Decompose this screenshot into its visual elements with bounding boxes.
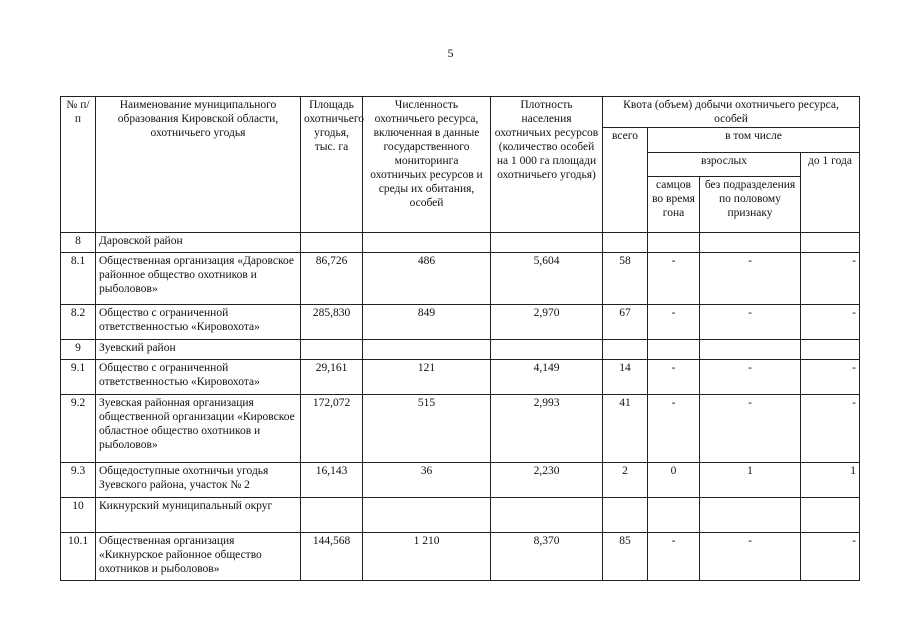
- row-total: 14: [603, 360, 648, 395]
- row-under-one: -: [801, 395, 860, 463]
- empty-cell: [603, 233, 648, 253]
- empty-cell: [491, 498, 603, 533]
- empty-cell: [801, 233, 860, 253]
- row-count: 121: [363, 360, 491, 395]
- row-males-rut: -: [648, 395, 700, 463]
- header-density: Плотность населения охотничьих ресурсов (количество особей на 1 000 га площади охотничьего угодья): [491, 97, 603, 233]
- empty-cell: [491, 233, 603, 253]
- row-under-one: -: [801, 533, 860, 581]
- header-area: Площадь охотничьего угодья, тыс. га: [301, 97, 363, 233]
- empty-cell: [363, 498, 491, 533]
- empty-cell: [648, 340, 700, 360]
- header-num: № п/п: [61, 97, 96, 233]
- row-name: Кикнурский муниципальный округ: [96, 498, 301, 533]
- empty-cell: [801, 498, 860, 533]
- empty-cell: [603, 340, 648, 360]
- row-count: 1 210: [363, 533, 491, 581]
- header-including: в том числе: [648, 128, 860, 153]
- table-row: [61, 463, 860, 498]
- row-no-sex: -: [700, 360, 801, 395]
- row-number: 8: [61, 233, 96, 253]
- district-row: [61, 498, 860, 533]
- row-density: 8,370: [491, 533, 603, 581]
- row-name: Даровской район: [96, 233, 301, 253]
- header-row-1: [61, 97, 860, 128]
- row-name: Зуевская районная организация общественной организации «Кировское областное общество охотников и рыболовов»: [96, 395, 301, 463]
- row-number: 9.2: [61, 395, 96, 463]
- row-number: 10: [61, 498, 96, 533]
- row-males-rut: -: [648, 360, 700, 395]
- header-total: всего: [603, 128, 648, 233]
- header-males-rut: самцов во время гона: [648, 177, 700, 233]
- row-males-rut: 0: [648, 463, 700, 498]
- row-number: 9.1: [61, 360, 96, 395]
- row-number: 8.1: [61, 253, 96, 305]
- row-count: 515: [363, 395, 491, 463]
- table-row: [61, 305, 860, 340]
- header-name: Наименование муниципального образования Кировской области, охотничьего угодья: [96, 97, 301, 233]
- row-no-sex: -: [700, 253, 801, 305]
- row-no-sex: -: [700, 533, 801, 581]
- header-count: Численность охотничьего ресурса, включенная в данные государственного мониторинга охотничьих ресурсов и среды их обитания, особей: [363, 97, 491, 233]
- header-under-one: до 1 года: [801, 153, 860, 233]
- empty-cell: [363, 233, 491, 253]
- row-total: 85: [603, 533, 648, 581]
- row-number: 10.1: [61, 533, 96, 581]
- page-number: 5: [447, 46, 454, 60]
- row-density: 2,993: [491, 395, 603, 463]
- empty-cell: [801, 340, 860, 360]
- row-no-sex: -: [700, 395, 801, 463]
- row-name: Общедоступные охотничьи угодья Зуевского района, участок № 2: [96, 463, 301, 498]
- empty-cell: [648, 498, 700, 533]
- row-count: 486: [363, 253, 491, 305]
- row-total: 41: [603, 395, 648, 463]
- row-density: 5,604: [491, 253, 603, 305]
- district-row: [61, 233, 860, 253]
- empty-cell: [700, 498, 801, 533]
- row-area: 16,143: [301, 463, 363, 498]
- row-males-rut: -: [648, 533, 700, 581]
- empty-cell: [491, 340, 603, 360]
- row-under-one: 1: [801, 463, 860, 498]
- row-area: 144,568: [301, 533, 363, 581]
- row-area: 86,726: [301, 253, 363, 305]
- row-area: 29,161: [301, 360, 363, 395]
- table-row: [61, 360, 860, 395]
- row-name: Общественная организация «Даровское районное общество охотников и рыболовов»: [96, 253, 301, 305]
- district-row: [61, 340, 860, 360]
- empty-cell: [301, 233, 363, 253]
- row-males-rut: -: [648, 253, 700, 305]
- row-total: 67: [603, 305, 648, 340]
- empty-cell: [603, 498, 648, 533]
- table-row: [61, 253, 860, 305]
- empty-cell: [301, 340, 363, 360]
- empty-cell: [301, 498, 363, 533]
- empty-cell: [648, 233, 700, 253]
- table-row: [61, 533, 860, 581]
- hunting-quota-table: [60, 96, 860, 581]
- row-name: Общественная организация «Кикнурское районное общество охотников и рыболовов»: [96, 533, 301, 581]
- header-adults: взрослых: [648, 153, 801, 177]
- row-under-one: -: [801, 360, 860, 395]
- row-count: 849: [363, 305, 491, 340]
- row-under-one: -: [801, 305, 860, 340]
- row-name: Общество с ограниченной ответственностью «Кировохота»: [96, 360, 301, 395]
- row-count: 36: [363, 463, 491, 498]
- row-name: Общество с ограниченной ответственностью «Кировохота»: [96, 305, 301, 340]
- header-quota: Квота (объем) добычи охотничьего ресурса, особей: [603, 97, 860, 128]
- empty-cell: [363, 340, 491, 360]
- table-row: [61, 395, 860, 463]
- row-number: 9: [61, 340, 96, 360]
- row-name: Зуевский район: [96, 340, 301, 360]
- empty-cell: [700, 340, 801, 360]
- row-no-sex: 1: [700, 463, 801, 498]
- row-density: 2,230: [491, 463, 603, 498]
- row-no-sex: -: [700, 305, 801, 340]
- row-total: 2: [603, 463, 648, 498]
- row-area: 172,072: [301, 395, 363, 463]
- row-number: 9.3: [61, 463, 96, 498]
- row-under-one: -: [801, 253, 860, 305]
- empty-cell: [700, 233, 801, 253]
- header-no-sex: без подразделения по половому признаку: [700, 177, 801, 233]
- row-total: 58: [603, 253, 648, 305]
- row-area: 285,830: [301, 305, 363, 340]
- row-density: 2,970: [491, 305, 603, 340]
- row-males-rut: -: [648, 305, 700, 340]
- row-density: 4,149: [491, 360, 603, 395]
- row-number: 8.2: [61, 305, 96, 340]
